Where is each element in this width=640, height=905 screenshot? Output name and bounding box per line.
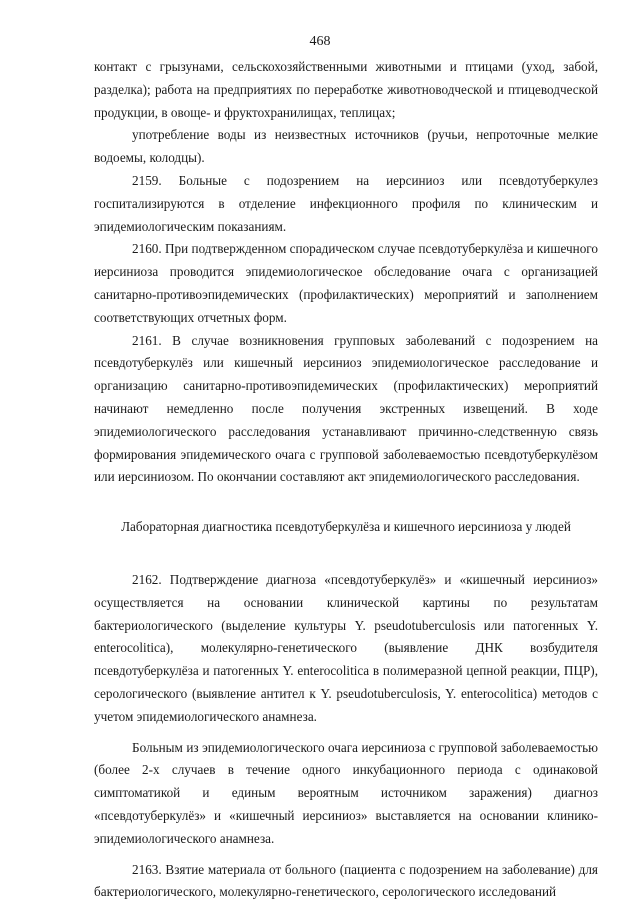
paragraph-2163: 2163. Взятие материала от больного (пациента с подозрением на заболевание) для бактериологического, молекулярно-генетического, серологического исследований [94, 861, 598, 900]
paragraph: Больным из эпидемиологического очага иерсиниоза с групповой заболеваемостью (более 2-х случаев в течение одного инкубационного периода с одинаковой симптоматикой и единым вероятным источником заражения) диагноз «псевдотуберкулёз» и «кишечный иерсиниоз» выставляется на основании клинико-эпидемиологического анамнеза. [94, 739, 598, 846]
page-number: 468 [309, 34, 331, 49]
paragraph-2162: 2162. Подтверждение диагноза «псевдотуберкулёз» и «кишечный иерсиниоз» осуществляется на основании клинической картины по результатам бактериологического (выделение культуры Y. pseudotuberculosis или патогенных Y. enterocolitica), молекулярно-генетического (выявление ДНК возбудителя псевдотуберкулёза и патогенных Y. enterocolitica в полимеразной цепной реакции, ПЦР), серологического (выявление антител к Y. pseudotuberculosis, Y. enterocolitica) методов с учетом эпидемиологического анамнеза. [94, 571, 598, 724]
document-body [94, 56, 598, 904]
paragraph-2161: 2161. В случае возникновения групповых заболеваний с подозрением на псевдотуберкулёз или кишечный иерсиниоз эпидемиологическое расследование и организацию санитарно-противоэпидемических (профилактических) мероприятий начинают немедленно после получения экстренных извещений. В ходе эпидемиологического расследования устанавливают причинно-следственную связь формирования эпидемического очага с групповой заболеваемостью псевдотуберкулёзом или иерсиниозом. По окончании составляют акт эпидемиологического расследования. [94, 332, 598, 485]
section-heading: Лабораторная диагностика псевдотуберкулёза и кишечного иерсиниоза у людей [121, 519, 571, 535]
paragraph-2159: 2159. Больные с подозрением на иерсиниоз или псевдотуберкулез госпитализируются в отделение инфекционного профиля по клиническим и эпидемиологическим показаниям. [94, 172, 598, 234]
paragraph: употребление воды из неизвестных источников (ручьи, непроточные мелкие водоемы, колодцы). [94, 127, 598, 166]
paragraph: контакт с грызунами, сельскохозяйственными животными и птицами (уход, забой, разделка); работа на предприятиях по переработке животноводческой и птицеводческой продукции, в овоще- и фруктохранилищах, теплицах; [94, 59, 598, 120]
paragraph-2160: 2160. При подтвержденном спорадическом случае псевдотуберкулёза и кишечного иерсиниоза проводится эпидемиологическое обследование очага с организацией санитарно-противоэпидемических (профилактических) мероприятий и заполнением соответствующих отчетных форм. [94, 241, 598, 325]
